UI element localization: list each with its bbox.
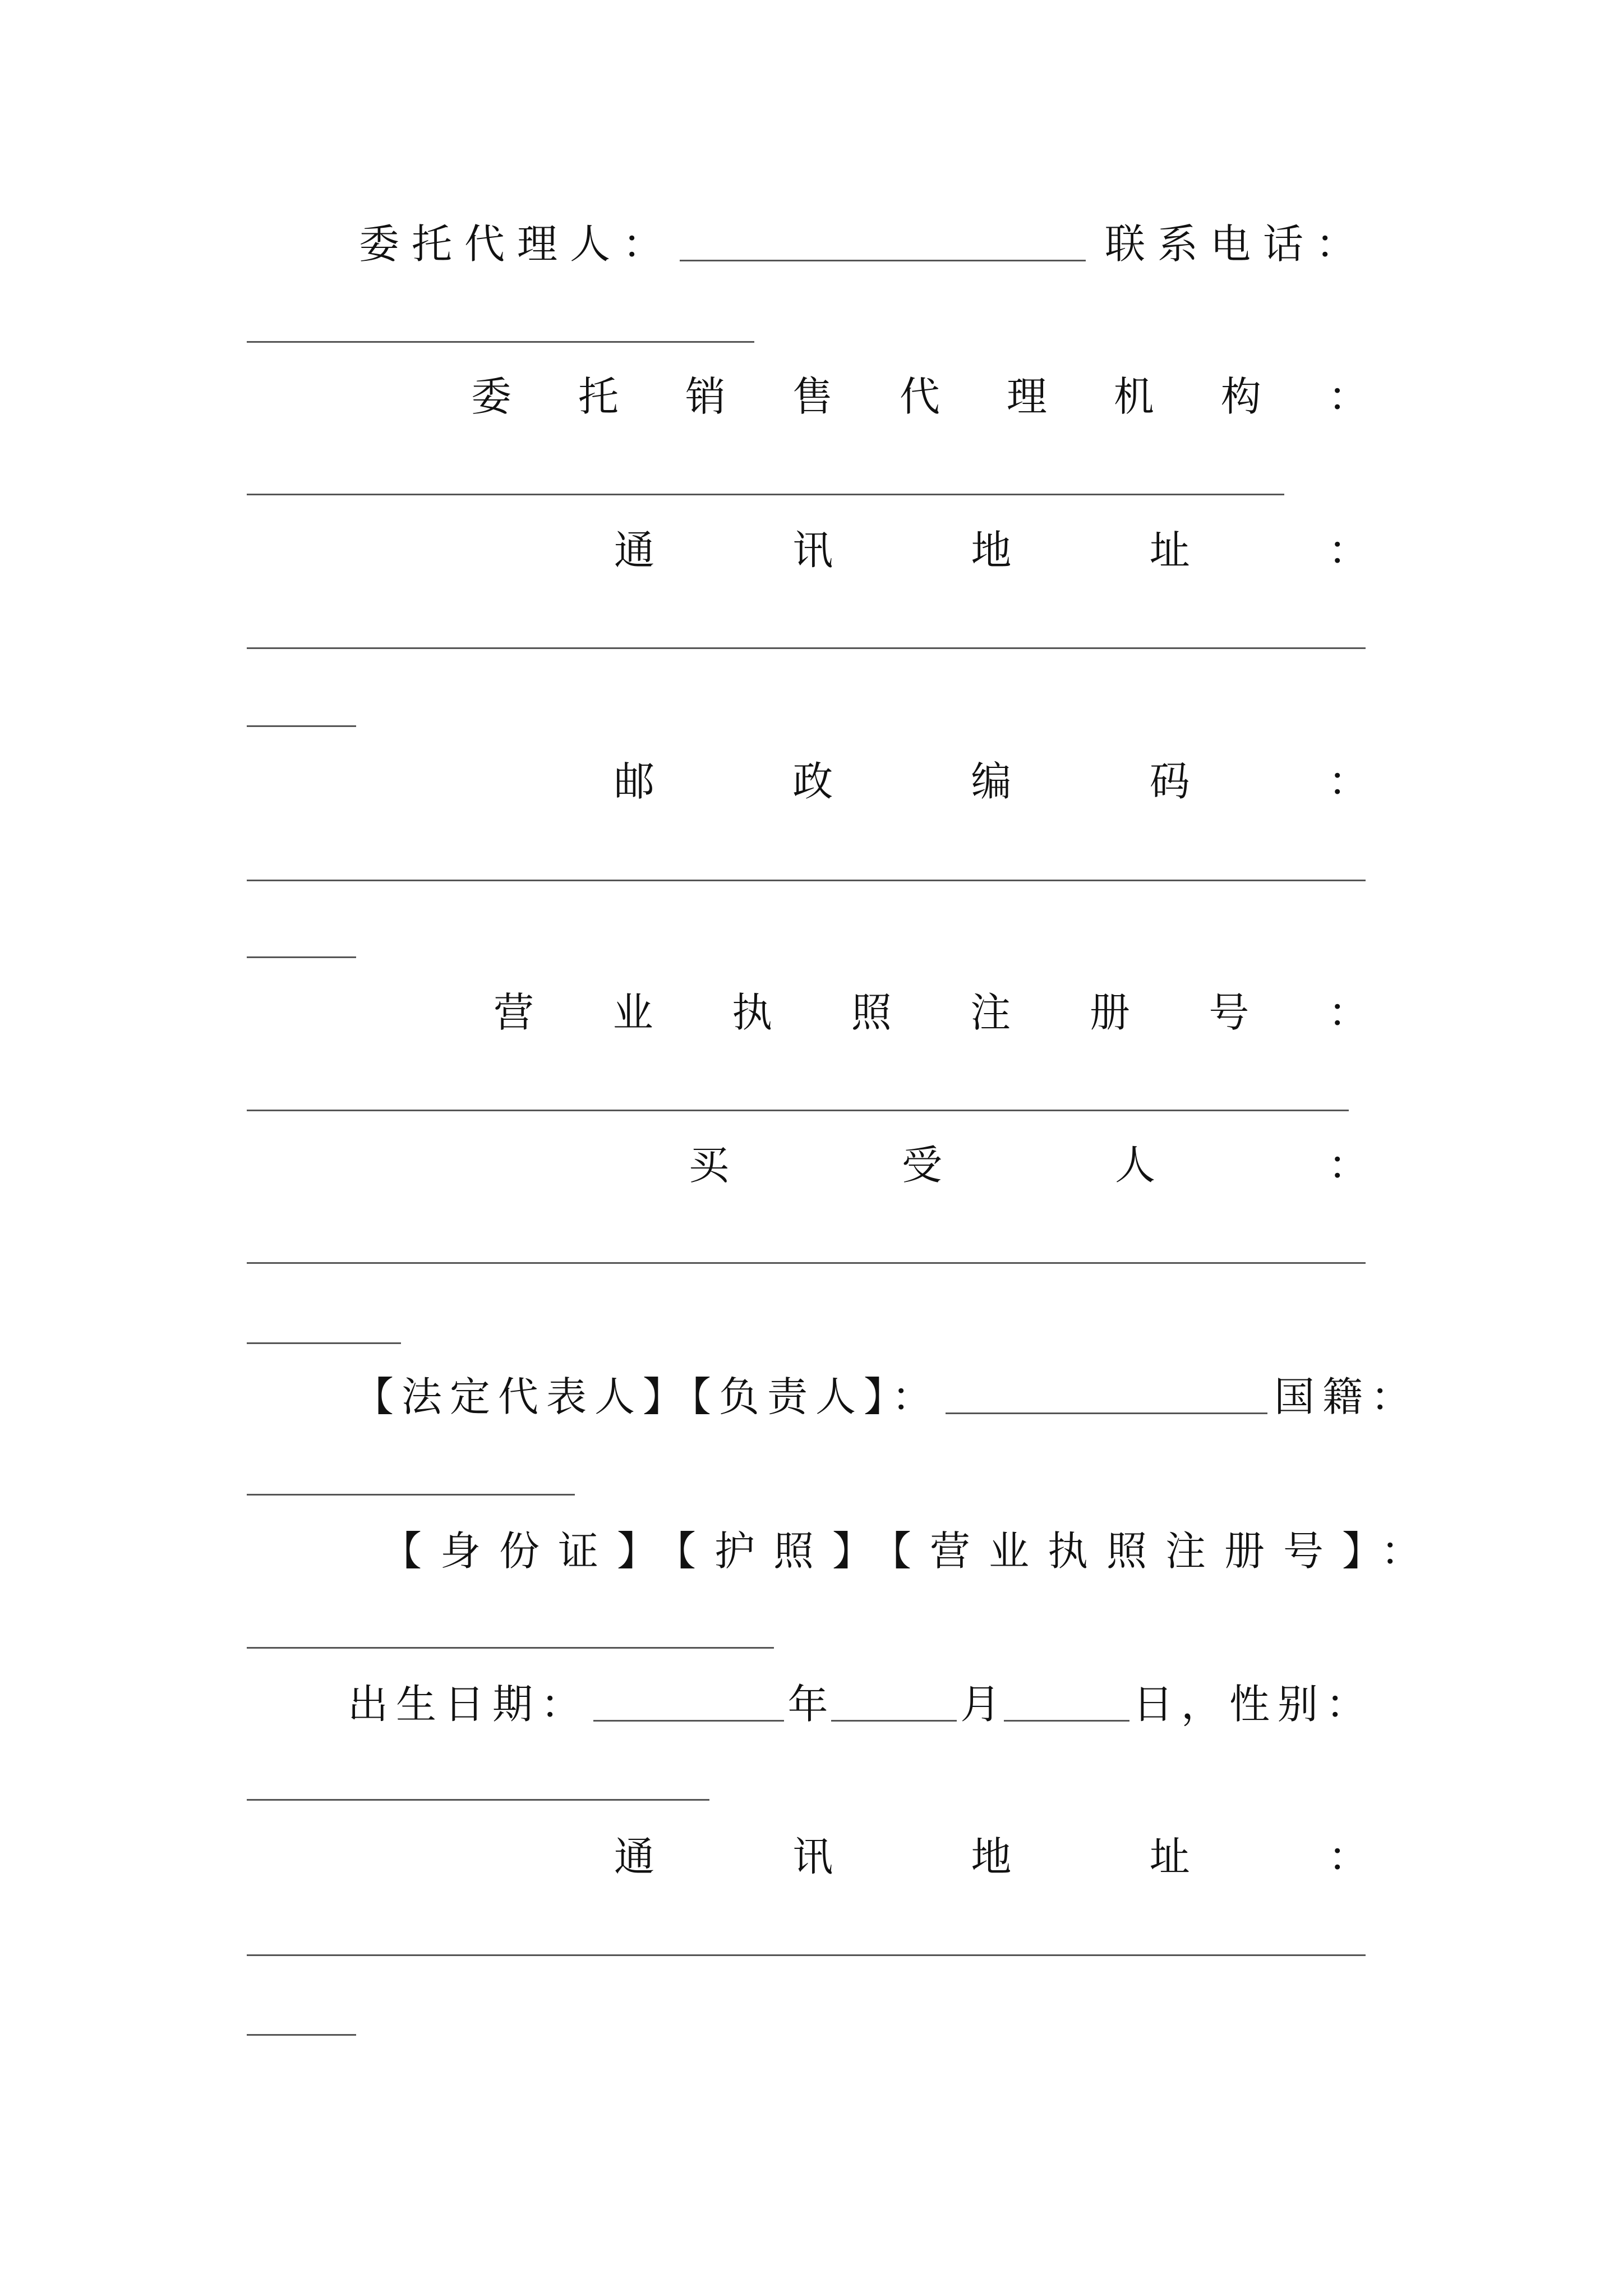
buyer-address-char: ：: [1327, 1833, 1368, 1880]
legal-rep-blank[interactable]: [946, 1412, 1267, 1414]
agency-char: 构: [1220, 373, 1261, 420]
agency-address-char: 讯: [792, 527, 833, 574]
buyer-line: [689, 1140, 1368, 1190]
buyer-address-char: 讯: [792, 1833, 833, 1880]
agency-license-char: 号: [1209, 989, 1249, 1036]
buyer-address-blank-cont[interactable]: [247, 2034, 356, 2036]
birth-day-blank[interactable]: [1004, 1720, 1129, 1722]
agency-postal-char: ：: [1327, 758, 1368, 805]
phone-blank[interactable]: [247, 341, 754, 343]
agency-blank[interactable]: [247, 494, 1284, 495]
agency-char: 托: [578, 373, 619, 420]
agency-license-char: 册: [1089, 989, 1130, 1036]
agency-postal-blank[interactable]: [247, 880, 1366, 881]
id-doc-line: [381, 1526, 1440, 1576]
gender-label: 性别：: [1229, 1681, 1374, 1728]
agent-blank[interactable]: [680, 260, 1086, 261]
buyer-address-char: 址: [1149, 1833, 1190, 1880]
agency-char: 机: [1113, 373, 1154, 420]
agency-address-blank-cont[interactable]: [247, 725, 356, 727]
legal-rep-line: [353, 1372, 1419, 1422]
agency-char: 理: [1006, 373, 1047, 420]
agency-license-line: [494, 987, 1368, 1038]
agency-license-char: ：: [1327, 989, 1368, 1036]
buyer-blank-cont[interactable]: [247, 1342, 401, 1344]
buyer-address-blank[interactable]: [247, 1954, 1366, 1956]
phone-label: 联系电话：: [1104, 220, 1368, 268]
agency-char: 委: [471, 373, 512, 420]
buyer-char: ：: [1327, 1142, 1368, 1189]
birth-label: 出生日期：: [348, 1681, 589, 1728]
agency-postal-blank-cont[interactable]: [247, 956, 356, 958]
buyer-char: 受: [901, 1142, 942, 1189]
agency-license-char: 营: [494, 989, 534, 1036]
agency-license-char: 注: [970, 989, 1011, 1036]
agency-char: 代: [899, 373, 940, 420]
gender-blank[interactable]: [247, 1799, 709, 1801]
agency-line: [471, 371, 1368, 422]
agency-char: 售: [792, 373, 833, 420]
agency-address-char: 地: [971, 527, 1012, 574]
agency-address-blank[interactable]: [247, 647, 1366, 649]
agency-postal-char: 码: [1149, 758, 1190, 805]
agent-line: [359, 219, 1368, 269]
nationality-blank[interactable]: [247, 1494, 575, 1496]
buyer-address-char: 通: [614, 1833, 655, 1880]
agency-license-char: 执: [732, 989, 773, 1036]
nationality-label: 国籍：: [1274, 1373, 1419, 1420]
buyer-char: 人: [1114, 1142, 1155, 1189]
agency-address-char: 址: [1149, 527, 1190, 574]
agency-postal-char: 编: [971, 758, 1012, 805]
agency-license-char: 照: [851, 989, 892, 1036]
agency-char: ：: [1327, 373, 1368, 420]
agency-address-line: [614, 525, 1368, 576]
agency-address-char: ：: [1327, 527, 1368, 574]
birth-month-label: 月: [960, 1681, 1001, 1728]
agency-postal-line: [614, 756, 1368, 807]
id-doc-label: 【身份证】【护照】【营业执照注册号】：: [381, 1527, 1440, 1575]
agent-label: 委托代理人：: [359, 220, 676, 268]
buyer-address-line: [614, 1832, 1368, 1882]
agency-address-char: 通: [614, 527, 655, 574]
birth-day-label: 日，: [1132, 1681, 1229, 1728]
birth-year-blank[interactable]: [593, 1720, 784, 1722]
buyer-address-char: 地: [971, 1833, 1012, 1880]
buyer-blank[interactable]: [247, 1262, 1366, 1264]
buyer-char: 买: [689, 1142, 730, 1189]
birth-month-blank[interactable]: [831, 1720, 957, 1722]
id-doc-blank[interactable]: [247, 1647, 774, 1649]
agency-license-char: 业: [612, 989, 653, 1036]
agency-postal-char: 邮: [614, 758, 655, 805]
legal-rep-label: 【法定代表人】【负责人】：: [353, 1373, 940, 1420]
birth-year-label: 年: [787, 1681, 828, 1728]
agency-postal-char: 政: [792, 758, 833, 805]
agency-char: 销: [685, 373, 726, 420]
agency-license-blank[interactable]: [247, 1110, 1349, 1111]
birth-line: [348, 1679, 1374, 1729]
